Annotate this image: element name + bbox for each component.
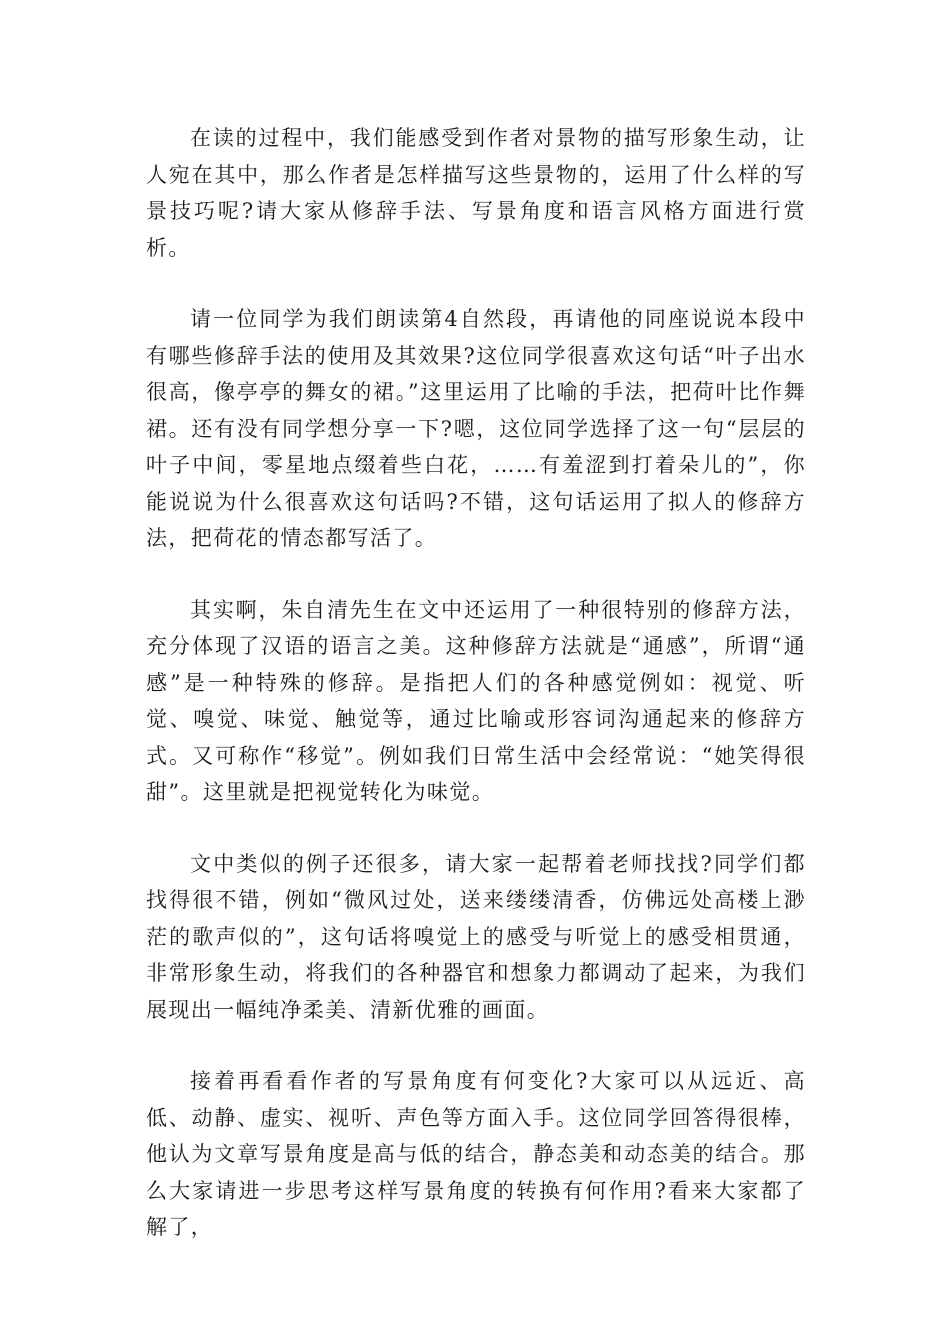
paragraph-3: 其实啊，朱自清先生在文中还运用了一种很特别的修辞方法，充分体现了汉语的语言之美。这种修辞方法就是“通感”，所谓“通感”是一种特殊的修辞。是指把人们的各种感觉例如：视觉、听觉、嗅觉、味觉、触觉等，通过比喻或形容词沟通起来的修辞方式。又可称作“移觉”。例如我们日常生活中会经常说：“她笑得很甜”。这里就是把视觉转化为味觉。 <box>146 597 806 804</box>
paragraph-2: 请一位同学为我们朗读第4自然段，再请他的同座说说本段中有哪些修辞手法的使用及其效果?这位同学很喜欢这句话“叶子出水很高，像亭亭的舞女的裙。”这里运用了比喻的手法，把荷叶比作舞裙。还有没有同学想分享一下?嗯，这位同学选择了这一句“层层的叶子中间，零星地点缀着些白花，……有羞涩到打着朵儿的”，你能说说为什么很喜欢这句话吗?不错，这句话运用了拟人的修辞方法，把荷花的情态都写活了。 <box>146 307 806 550</box>
paragraph-4: 文中类似的例子还很多，请大家一起帮着老师找找?同学们都找得很不错，例如“微风过处，送来缕缕清香，仿佛远处高楼上渺茫的歌声似的”，这句话将嗅觉上的感受与听觉上的感受相贯通，非常形象生动，将我们的各种器官和想象力都调动了起来，为我们展现出一幅纯净柔美、清新优雅的画面。 <box>146 851 806 1022</box>
paragraph-1: 在读的过程中，我们能感受到作者对景物的描写形象生动，让人宛在其中，那么作者是怎样描写这些景物的，运用了什么样的写景技巧呢?请大家从修辞手法、写景角度和语言风格方面进行赏析。 <box>146 126 806 260</box>
paragraph-5: 接着再看看作者的写景角度有何变化?大家可以从远近、高低、动静、虚实、视听、声色等方面入手。这位同学回答得很棒，他认为文章写景角度是高与低的结合，静态美和动态美的结合。那么大家请进一步思考这样写景角度的转换有何作用?看来大家都了解了， <box>146 1069 806 1239</box>
document-body <box>146 120 806 1281</box>
